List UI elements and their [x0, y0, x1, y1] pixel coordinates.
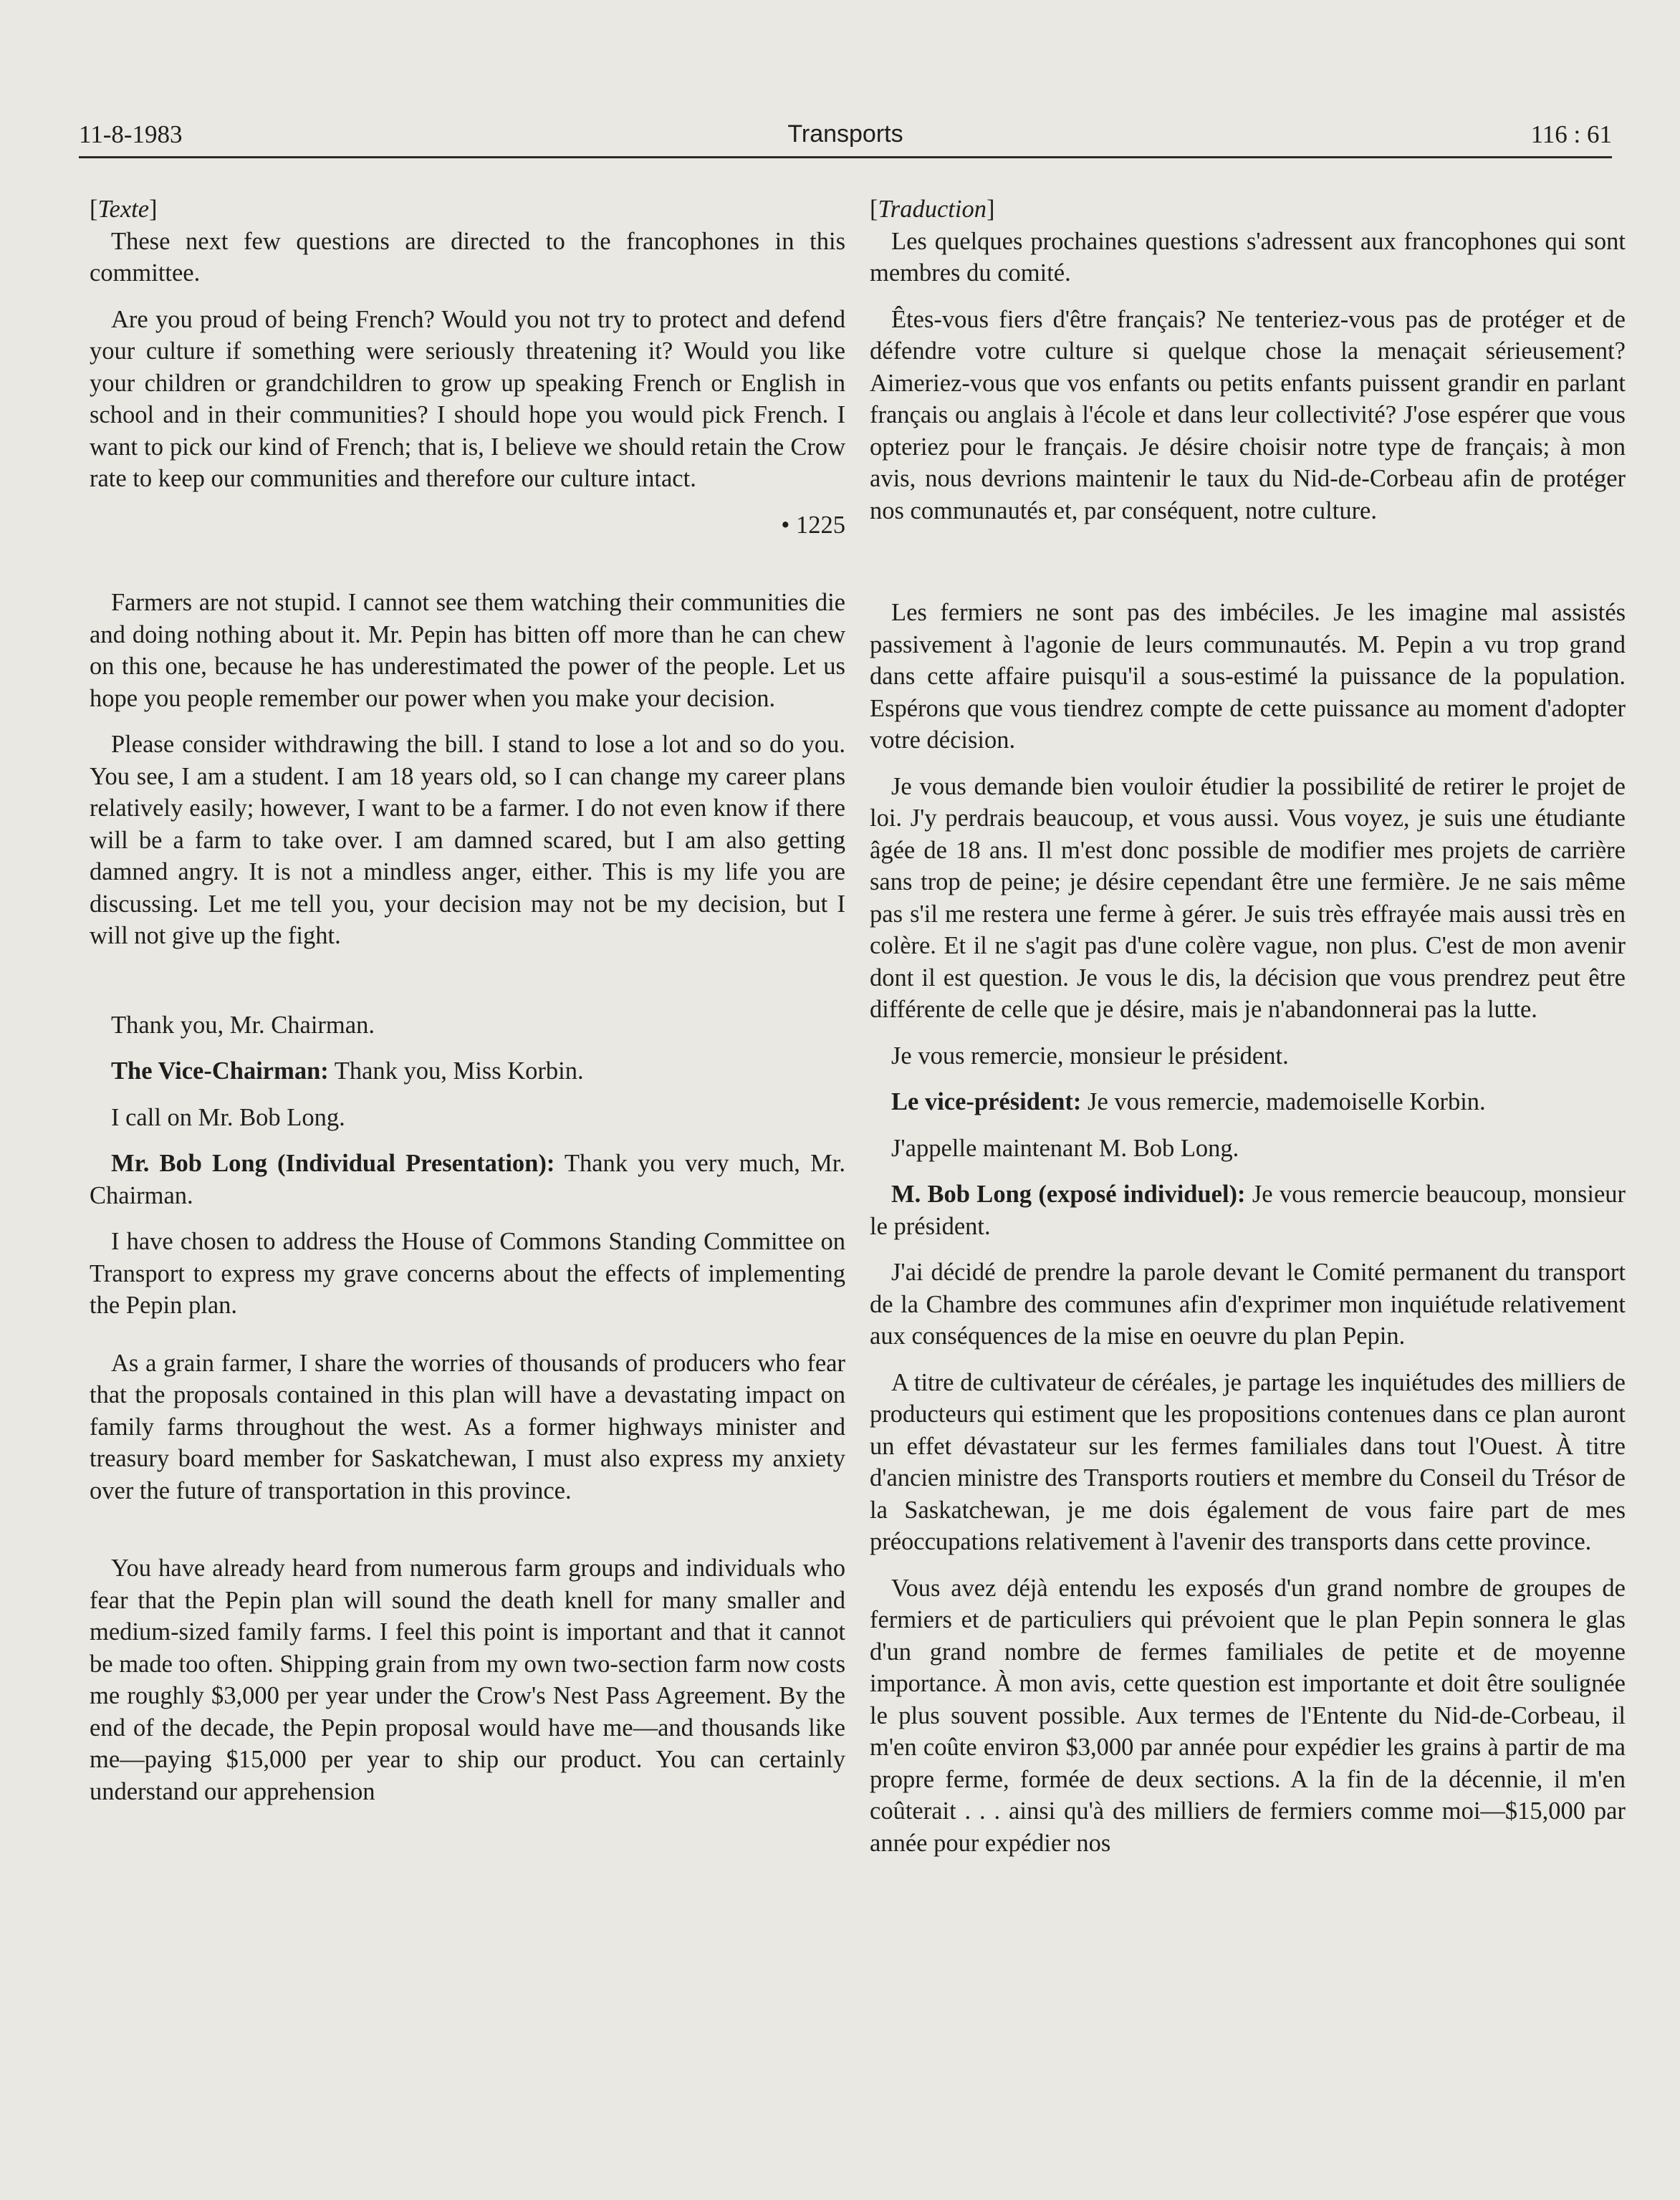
speaker-name: M. Bob Long (exposé individuel):	[891, 1181, 1246, 1208]
speaker-paragraph: The Vice-Chairman: Thank you, Miss Korbin.	[111, 1057, 584, 1085]
paragraph: Vous avez déjà entendu les exposés d'un grand nombre de groupes de fermiers et de particuliers qui prévoient que le plan Pepin sonnera le glas d'un grand nombre de fermes familiales de petite et de moyenne importance. À mon avis, cette question est importante et doit être soulignée le plus souvent possible. Aux termes de l'Entente du Nid-de-Corbeau, il m'en coûte environ $3,000 par année pour expédier les grains à partir de ma propre ferme, formée de deux sections. A la fin de la décennie, il m'en coûterait . . . ainsi qu'à des milliers de fermiers comme moi—$15,000 par année pour expédier nos	[870, 1574, 1626, 1857]
speaker-name: Le vice-président:	[891, 1088, 1082, 1115]
spacer	[90, 555, 845, 587]
paragraph: J'appelle maintenant M. Bob Long.	[891, 1134, 1239, 1162]
spacer	[90, 1336, 845, 1348]
paragraph: Thank you, Mr. Chairman.	[111, 1011, 375, 1039]
spacer	[870, 541, 1626, 597]
paragraph: Êtes-vous fiers d'être français? Ne tenteriez-vous pas de protéger et de défendre votre culture si quelque chose la menaçait sérieusement? Aimeriez-vous que vos enfants ou petits enfants puissent grandir en parlant français ou anglais à l'école et dans leur collectivité? J'ose espérer que vous opteriez pour le français. Je désire choisir notre type de français; à mon avis, nous devrions maintenir le taux du Nid-de-Corbeau afin de protéger nos communautés et, par conséquent, notre culture.	[870, 305, 1626, 524]
paragraph: Je vous demande bien vouloir étudier la possibilité de retirer le projet de loi. J'y perdrais beaucoup, et vous aussi. Vous voyez, je suis une étudiante âgée de 18 ans. Il m'est donc possible de modifier mes projets de carrière sans trop de peine; je désire cependant être une fermière. Je ne sais même pas s'il me restera une ferme à gérer. Je suis très effrayée mais aussi très en colère. Et il ne s'agit pas d'une colère vague, non plus. C'est de mon avenir dont il est question. Je vous le dis, la décision que vous prendrez peut être différente de celle que je désire, mais je n'abandonnerai pas la lutte.	[870, 772, 1626, 1023]
speaker-name: The Vice-Chairman:	[111, 1057, 329, 1085]
paragraph: I have chosen to address the House of Commons Standing Committee on Transport to express my grave concerns about the effects of implementing the Pepin plan.	[90, 1228, 845, 1319]
section-tag: [Texte]	[90, 196, 158, 223]
header-rule	[79, 156, 1612, 158]
paragraph: Les fermiers ne sont pas des imbéciles. Je les imagine mal assistés passivement à l'agonie de leurs communautés. M. Pepin a vu trop grand dans cette affaire puisqu'il a sous-estimé la puissance de la population. Espérons que vous tiendrez compte de cette puissance au moment d'adopter votre décision.	[870, 599, 1626, 754]
speaker-name: Mr. Bob Long (Individual Presentation):	[111, 1150, 555, 1177]
english-column	[90, 193, 845, 1822]
spacer	[90, 966, 845, 1009]
paragraph: A titre de cultivateur de céréales, je partage les inquiétudes des milliers de producteurs qui estiment que les propositions contenues dans ce plan auront un effet dévastateur sur les fermes familiales dans tout l'Ouest. À titre d'ancien ministre des Transports routiers et membre du Conseil du Trésor de la Saskatchewan, je me dois également de vous faire part de mes préoccupations relativement à l'avenir des transports dans cette province.	[870, 1368, 1626, 1555]
header-title: Transports	[787, 120, 903, 148]
paragraph: J'ai décidé de prendre la parole devant le Comité permanent du transport de la Chambre des communes afin d'exprimer mon inquiétude relativement aux conséquences de la mise en oeuvre du plan Pepin.	[870, 1259, 1626, 1350]
section-tag: [Traduction]	[870, 196, 995, 223]
spacer	[90, 1521, 845, 1552]
paragraph: Les quelques prochaines questions s'adressent aux francophones qui sont membres du comité.	[870, 227, 1626, 287]
paragraph: Please consider withdrawing the bill. I stand to lose a lot and so do you. You see, I am a student. I am 18 years old, so I can change my career plans relatively easily; however, I want to be a farmer. I do not even know if there will be a farm to take over. I am damned scared, but I am also getting damned angry. It is not a mindless anger, either. This is my life you are discussing. Let me tell you, your decision may not be my decision, but I will not give up the fight.	[90, 731, 845, 949]
time-stamp: • 1225	[781, 511, 845, 539]
french-column	[870, 193, 1626, 1873]
header-date: 11-8-1983	[79, 120, 183, 148]
speaker-paragraph: Mr. Bob Long (Individual Presentation): Thank you very much, Mr. Chairman.	[90, 1150, 845, 1209]
paragraph: These next few questions are directed to the francophones in this committee.	[90, 227, 845, 287]
header-page-number: 116 : 61	[1530, 120, 1612, 148]
paragraph: Farmers are not stupid. I cannot see them watching their communities die and doing nothing about it. Mr. Pepin has bitten off more than he can chew on this one, because he has underestimated the power of the people. Let us hope you people remember our power when you make your decision.	[90, 589, 845, 712]
speaker-paragraph: Le vice-président: Je vous remercie, mademoiselle Korbin.	[891, 1088, 1486, 1115]
paragraph: I call on Mr. Bob Long.	[111, 1103, 345, 1131]
speaker-paragraph: M. Bob Long (exposé individuel): Je vous remercie beaucoup, monsieur le président.	[870, 1181, 1626, 1240]
paragraph: You have already heard from numerous farm groups and individuals who fear that the Pepin plan will sound the death knell for many smaller and medium-sized family farms. I feel this point is important and that it cannot be made too often. Shipping grain from my own two-section farm now costs me roughly $3,000 per year under the Crow's Nest Pass Agreement. By the end of the decade, the Pepin proposal would have me—and thousands like me—paying $15,000 per year to ship our product. You can certainly understand our apprehension	[90, 1555, 845, 1805]
paragraph: Je vous remercie, monsieur le président.	[891, 1042, 1289, 1070]
paragraph: As a grain farmer, I share the worries of thousands of producers who fear that the proposals contained in this plan will have a devastating impact on family farms throughout the west. As a former highways minister and treasury board member for Saskatchewan, I must also express my anxiety over the future of transportation in this province.	[90, 1349, 845, 1504]
paragraph: Are you proud of being French? Would you not try to protect and defend your culture if something were seriously threatening it? Would you like your children or grandchildren to grow up speaking French or English in school and in their communities? I should hope you would pick French. I want to pick our kind of French; that is, I believe we should retain the Crow rate to keep our communities and therefore our culture intact.	[90, 305, 845, 492]
